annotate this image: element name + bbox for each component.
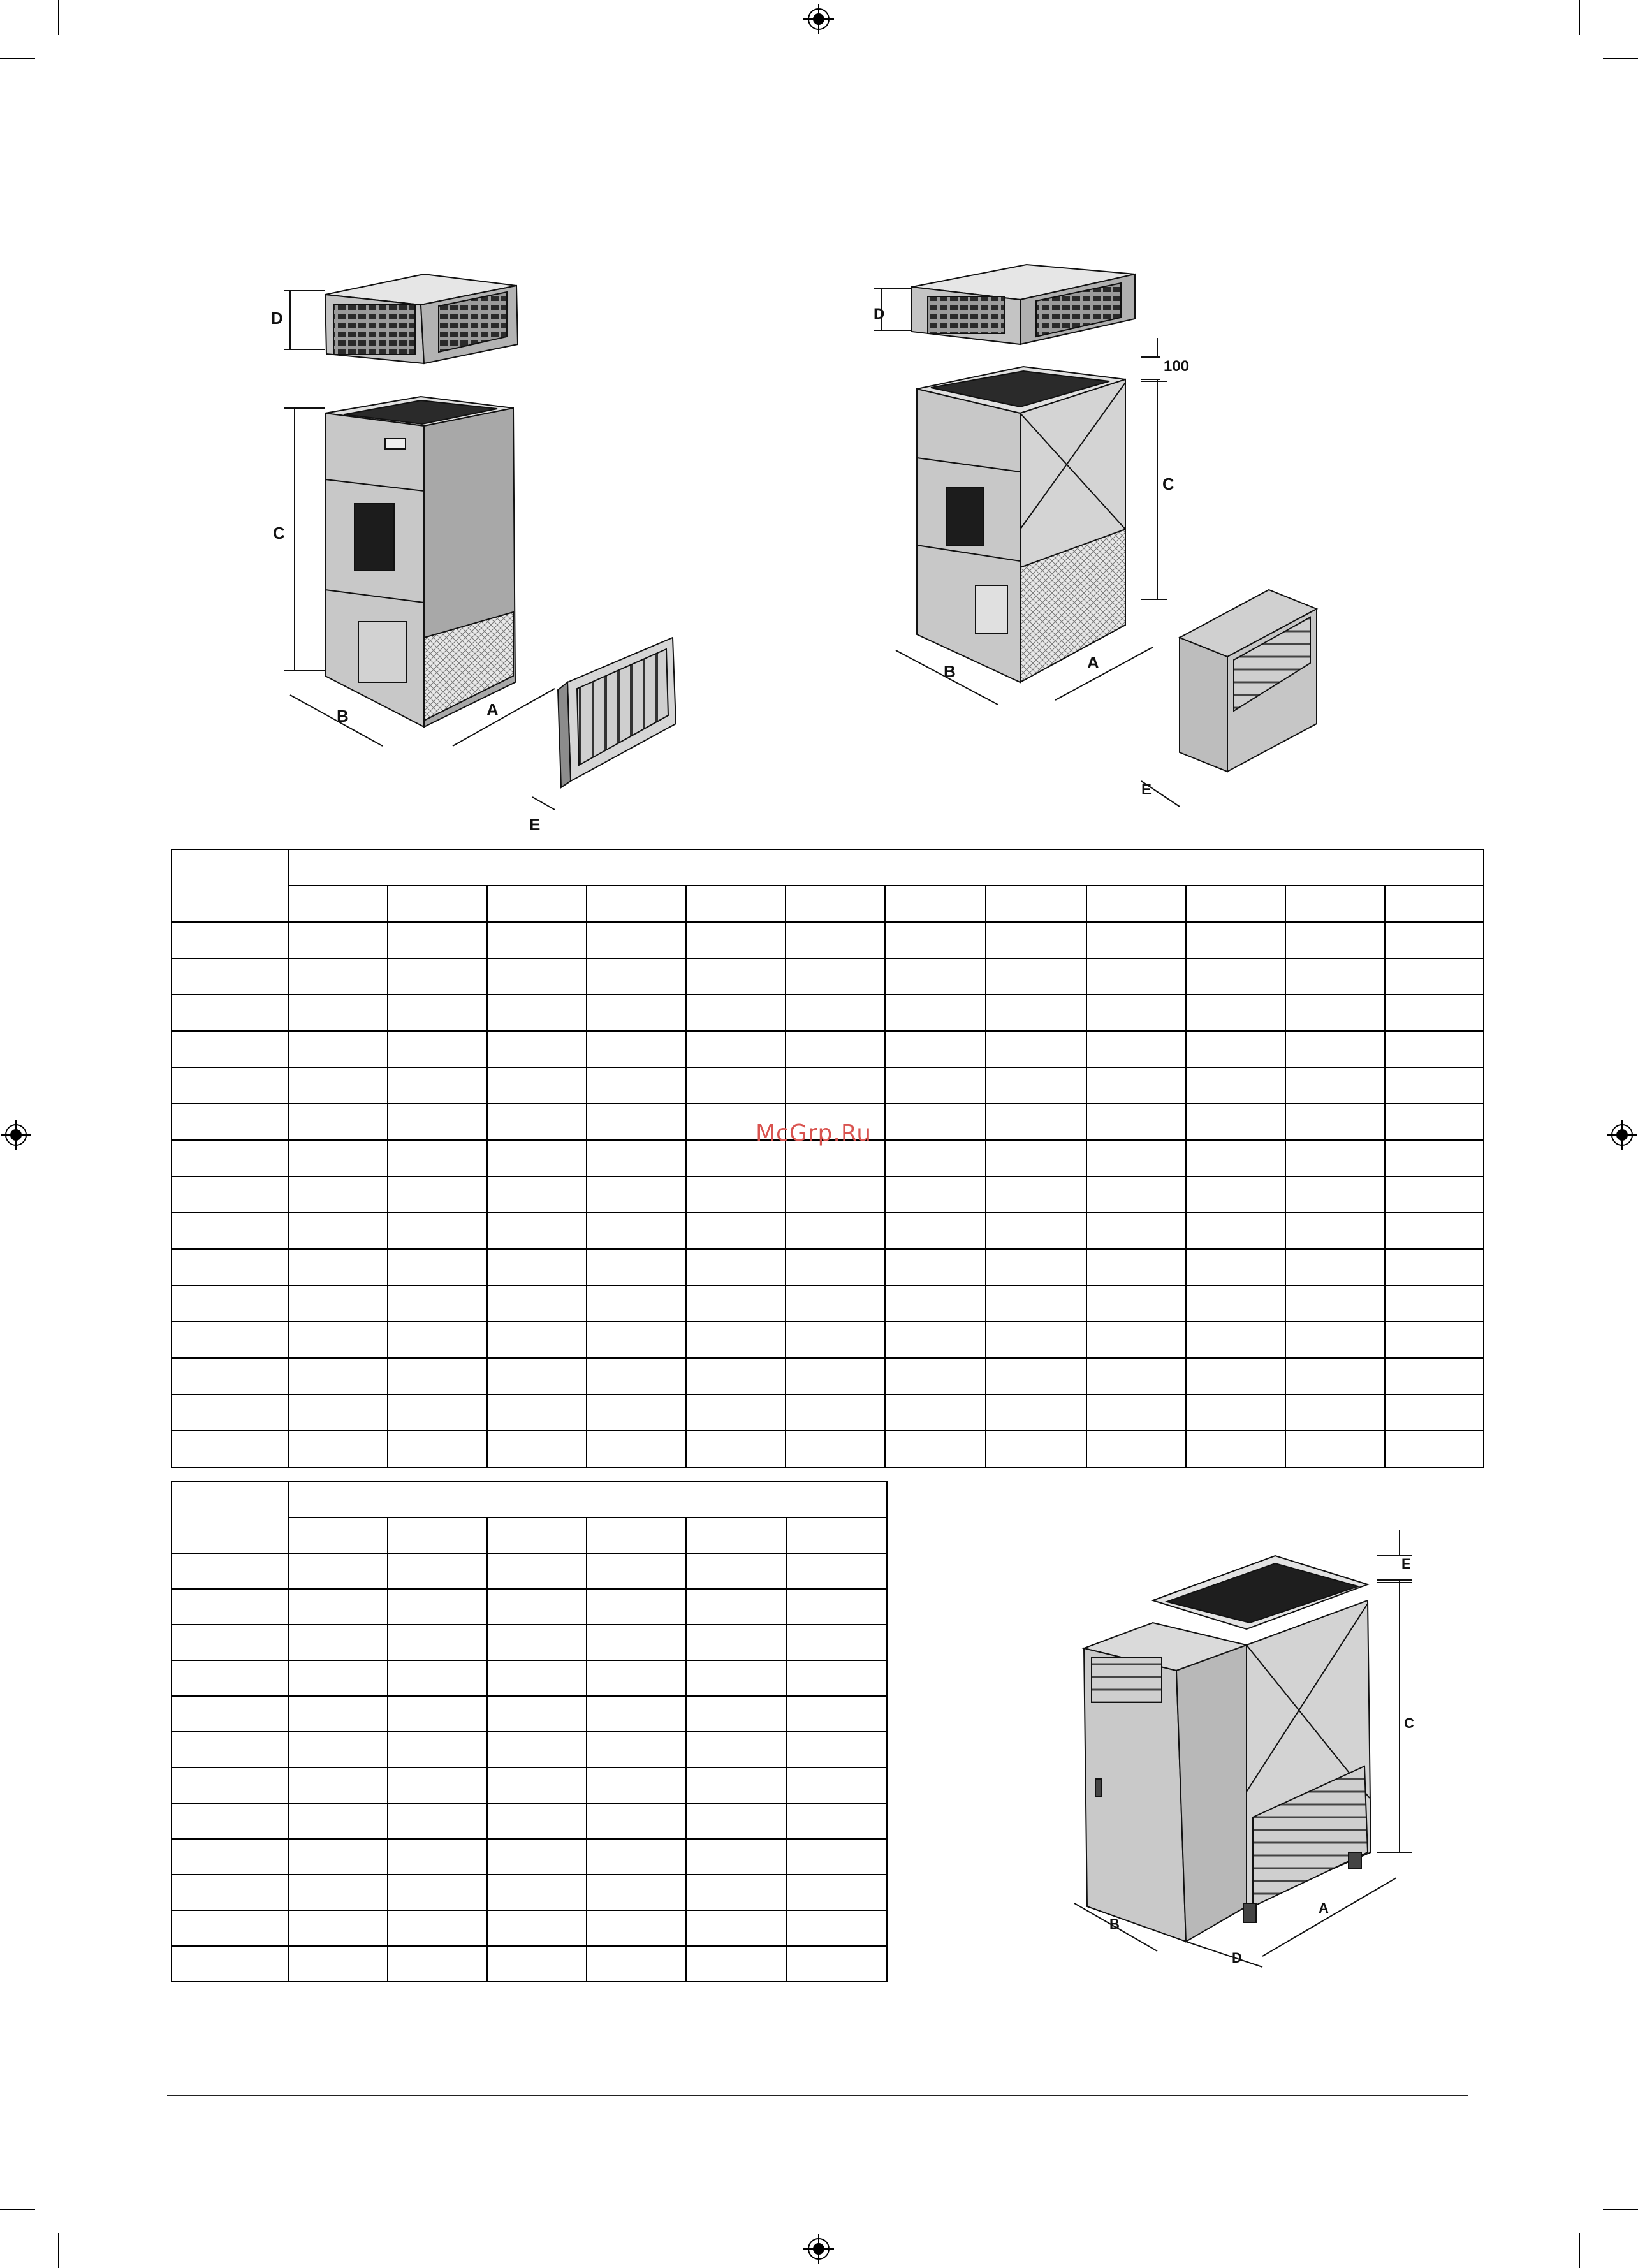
label-e: E: [529, 815, 541, 834]
label-a-3: A: [1319, 1900, 1329, 1916]
table-row: [172, 1803, 887, 1839]
label-c: C: [273, 523, 285, 543]
table-row: [172, 1431, 1484, 1467]
table-row: [172, 1249, 1484, 1285]
table-row: [172, 995, 1484, 1031]
dimensions-table-2: [171, 1481, 888, 1982]
dimensions-table-1: [171, 849, 1484, 1468]
table-row: [172, 958, 1484, 995]
footer-rule: [167, 2095, 1468, 2096]
table-row: [172, 1946, 887, 1982]
table-row: [172, 1767, 887, 1803]
table-row: [172, 1910, 887, 1946]
table-1-subheader-row: [172, 886, 1484, 922]
table-row: [172, 1285, 1484, 1322]
table-1-header-corner: [172, 849, 289, 922]
table-row: [172, 1732, 887, 1767]
label-d-2: D: [874, 305, 885, 323]
label-c-2: C: [1162, 474, 1174, 494]
table-1-header-span: [289, 849, 1484, 886]
table-row: [172, 1625, 887, 1660]
label-d-3: D: [1232, 1950, 1242, 1966]
label-a: A: [486, 700, 499, 719]
table-row: [172, 922, 1484, 958]
table-row: [172, 1322, 1484, 1358]
table-row: [172, 1875, 887, 1910]
label-d: D: [271, 309, 283, 328]
label-b: B: [337, 706, 349, 726]
table-row: [172, 1067, 1484, 1104]
table-row: [172, 1358, 1484, 1394]
table-row: [172, 1176, 1484, 1213]
table-row: [172, 1589, 887, 1625]
table-row: [172, 1553, 887, 1589]
watermark-text: McGrp.Ru: [756, 1120, 872, 1146]
label-b-3: B: [1109, 1916, 1120, 1932]
label-c-3: C: [1404, 1715, 1414, 1731]
label-e-2: E: [1141, 781, 1152, 798]
label-e-3: E: [1401, 1556, 1411, 1572]
table-2-header-span: [289, 1482, 887, 1518]
table-row: [172, 1031, 1484, 1067]
label-b-2: B: [944, 662, 956, 681]
table-row: [172, 1394, 1484, 1431]
label-a-2: A: [1087, 653, 1099, 672]
table-row: [172, 1660, 887, 1696]
label-offset-100: 100: [1164, 358, 1190, 375]
table-2-header-corner: [172, 1482, 289, 1553]
table-row: [172, 1839, 887, 1875]
outdoor-cabinet: [1084, 1556, 1371, 1942]
table-row: [172, 1213, 1484, 1249]
table-row: [172, 1696, 887, 1732]
